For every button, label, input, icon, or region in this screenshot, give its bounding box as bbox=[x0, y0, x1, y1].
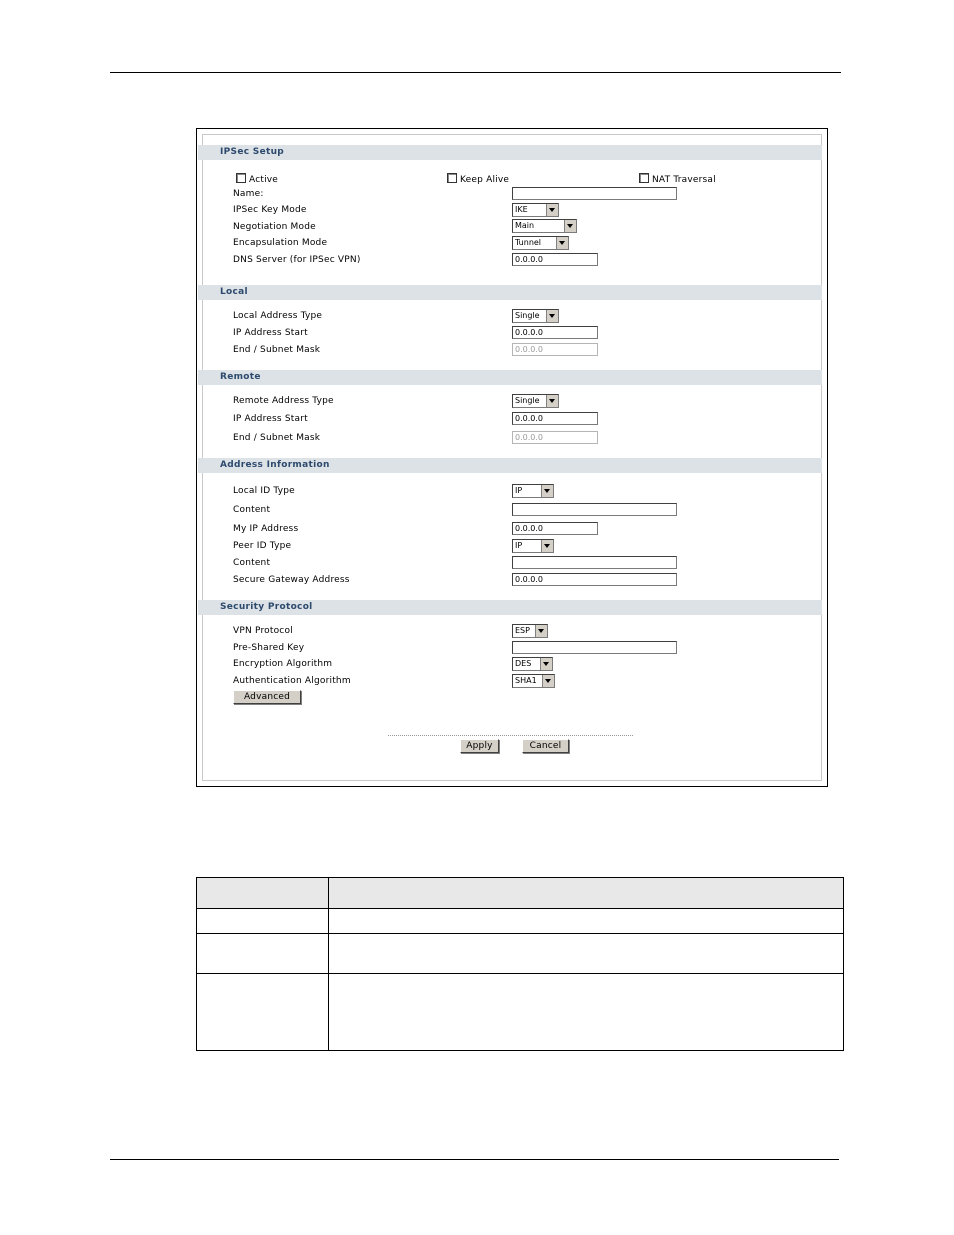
chevron-down-icon[interactable] bbox=[546, 395, 558, 407]
section-title: IPSec Setup bbox=[220, 147, 285, 157]
remote-address-type-select[interactable] bbox=[512, 394, 559, 408]
section-title: Remote bbox=[220, 372, 261, 382]
peer-content-label: Content bbox=[233, 558, 271, 568]
table-row bbox=[197, 909, 844, 934]
chevron-down-icon[interactable] bbox=[542, 675, 554, 687]
header-rule bbox=[110, 72, 841, 73]
chevron-down-icon[interactable] bbox=[541, 540, 553, 552]
footer-rule bbox=[110, 1159, 839, 1160]
encapsulation-select[interactable] bbox=[512, 236, 569, 250]
local-ip-start-input[interactable]: 0.0.0.0 bbox=[512, 326, 598, 339]
select-value: Main bbox=[515, 221, 535, 230]
description-table bbox=[196, 877, 844, 1051]
chevron-down-icon[interactable] bbox=[546, 310, 558, 322]
negotiation-label: Negotiation Mode bbox=[233, 222, 316, 232]
vpn-protocol-select[interactable] bbox=[512, 624, 548, 638]
negotiation-select[interactable] bbox=[512, 219, 577, 233]
select-value: Single bbox=[515, 396, 540, 405]
local-end-mask-label: End / Subnet Mask bbox=[233, 345, 321, 355]
table-cell bbox=[329, 934, 844, 974]
section-address-information bbox=[198, 458, 822, 473]
local-address-type-select[interactable] bbox=[512, 309, 559, 323]
auth-select[interactable] bbox=[512, 674, 555, 688]
remote-ip-start-label: IP Address Start bbox=[233, 414, 308, 424]
name-label: Name: bbox=[233, 189, 264, 199]
select-value: IP bbox=[515, 486, 523, 495]
encapsulation-label: Encapsulation Mode bbox=[233, 238, 328, 248]
chevron-down-icon[interactable] bbox=[540, 658, 552, 670]
table-cell bbox=[197, 974, 329, 1051]
local-id-type-select[interactable] bbox=[512, 484, 554, 498]
psk-label: Pre-Shared Key bbox=[233, 643, 305, 653]
table-cell bbox=[197, 934, 329, 974]
chevron-down-icon[interactable] bbox=[535, 625, 547, 637]
select-value: Tunnel bbox=[515, 238, 542, 247]
section-title: Address Information bbox=[220, 460, 330, 470]
table-cell bbox=[329, 878, 844, 909]
gateway-label: Secure Gateway Address bbox=[233, 575, 350, 585]
chevron-down-icon[interactable] bbox=[546, 204, 558, 216]
peer-id-type-select[interactable] bbox=[512, 539, 554, 553]
encryption-label: Encryption Algorithm bbox=[233, 659, 333, 669]
dns-input[interactable]: 0.0.0.0 bbox=[512, 253, 598, 266]
advanced-button[interactable]: Advanced bbox=[233, 690, 301, 704]
nat-traversal-label: NAT Traversal bbox=[652, 175, 716, 185]
gateway-input[interactable]: 0.0.0.0 bbox=[512, 573, 677, 586]
active-checkbox[interactable] bbox=[236, 173, 278, 186]
name-input[interactable] bbox=[512, 187, 677, 200]
section-title: Security Protocol bbox=[220, 602, 313, 612]
psk-input[interactable] bbox=[512, 641, 677, 654]
auth-label: Authentication Algorithm bbox=[233, 676, 351, 686]
section-ipsec-setup bbox=[198, 145, 822, 160]
select-value: Single bbox=[515, 311, 540, 320]
checkbox-box[interactable] bbox=[639, 173, 649, 183]
dns-label: DNS Server (for IPSec VPN) bbox=[233, 255, 361, 265]
my-ip-label: My IP Address bbox=[233, 524, 299, 534]
section-security-protocol bbox=[198, 600, 822, 615]
peer-id-type-label: Peer ID Type bbox=[233, 541, 292, 551]
select-value: DES bbox=[515, 659, 532, 668]
encryption-select[interactable] bbox=[512, 657, 553, 671]
remote-end-mask-label: End / Subnet Mask bbox=[233, 433, 321, 443]
select-value: IP bbox=[515, 541, 523, 550]
checkbox-box[interactable] bbox=[236, 173, 246, 183]
local-id-type-label: Local ID Type bbox=[233, 486, 295, 496]
cancel-button[interactable]: Cancel bbox=[522, 739, 569, 753]
peer-content-input[interactable] bbox=[512, 556, 677, 569]
local-ip-start-label: IP Address Start bbox=[233, 328, 308, 338]
local-address-type-label: Local Address Type bbox=[233, 311, 323, 321]
local-content-label: Content bbox=[233, 505, 271, 515]
table-cell bbox=[197, 878, 329, 909]
vpn-protocol-label: VPN Protocol bbox=[233, 626, 293, 636]
remote-end-mask-input: 0.0.0.0 bbox=[512, 431, 598, 444]
remote-ip-start-input[interactable]: 0.0.0.0 bbox=[512, 412, 598, 425]
remote-address-type-label: Remote Address Type bbox=[233, 396, 334, 406]
section-remote bbox=[198, 370, 822, 385]
table-row bbox=[197, 934, 844, 974]
keep-alive-label: Keep Alive bbox=[460, 175, 510, 185]
my-ip-input[interactable]: 0.0.0.0 bbox=[512, 522, 598, 535]
keep-alive-checkbox[interactable] bbox=[447, 173, 509, 186]
key-mode-select[interactable] bbox=[512, 203, 559, 217]
table-cell bbox=[197, 909, 329, 934]
local-content-input[interactable] bbox=[512, 503, 677, 516]
chevron-down-icon[interactable] bbox=[541, 485, 553, 497]
select-value: ESP bbox=[515, 626, 530, 635]
checkbox-box[interactable] bbox=[447, 173, 457, 183]
table-cell bbox=[329, 974, 844, 1051]
divider bbox=[388, 735, 633, 736]
key-mode-label: IPSec Key Mode bbox=[233, 205, 307, 215]
local-end-mask-input: 0.0.0.0 bbox=[512, 343, 598, 356]
chevron-down-icon[interactable] bbox=[564, 220, 576, 232]
table-row bbox=[197, 974, 844, 1051]
table-cell bbox=[329, 909, 844, 934]
section-local bbox=[198, 285, 822, 300]
nat-traversal-checkbox[interactable] bbox=[639, 173, 716, 186]
section-title: Local bbox=[220, 287, 248, 297]
table-header-row bbox=[197, 878, 844, 909]
active-label: Active bbox=[249, 175, 279, 185]
apply-button[interactable]: Apply bbox=[460, 739, 499, 753]
chevron-down-icon[interactable] bbox=[556, 237, 568, 249]
select-value: SHA1 bbox=[515, 676, 537, 685]
select-value: IKE bbox=[515, 205, 528, 214]
